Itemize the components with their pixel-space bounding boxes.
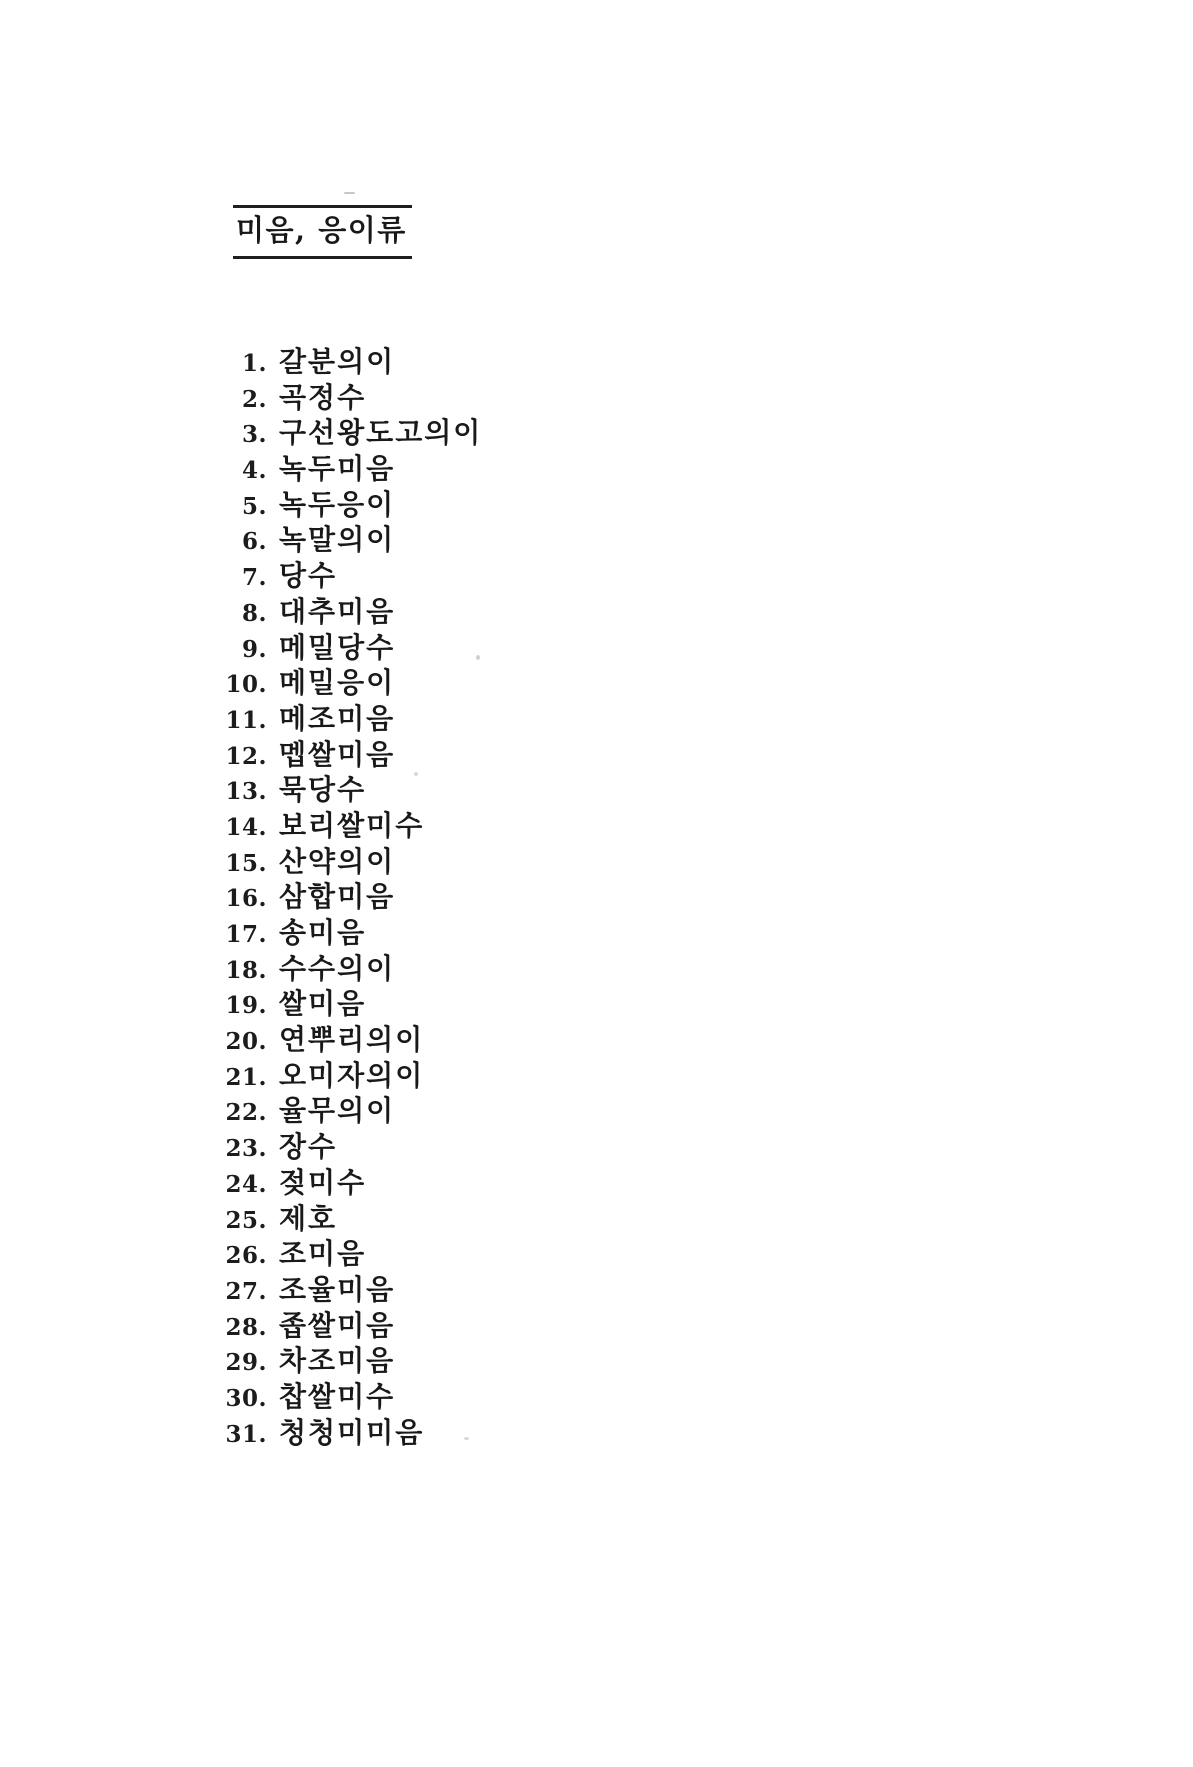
list-item	[205, 1339, 482, 1378]
list-item	[205, 733, 482, 769]
list-item-label: 찹쌀미수	[279, 1379, 396, 1413]
list-item	[205, 447, 482, 486]
list-item-label: 장수	[279, 1130, 338, 1164]
list-item-label: 묵당수	[279, 773, 367, 807]
list-item-label: 녹두응이	[279, 487, 396, 521]
list-item	[205, 768, 482, 807]
section-title-block	[233, 205, 412, 259]
list-item-label: 연뿌리의이	[279, 1023, 425, 1057]
list-item	[205, 875, 482, 914]
list-item-label: 삼합미음	[279, 880, 396, 914]
list-item-number: 1.	[241, 350, 267, 377]
list-item	[205, 1411, 482, 1447]
list-item	[205, 947, 482, 983]
list-item	[205, 982, 482, 1021]
list-item-number: 15.	[225, 849, 267, 877]
list-item-label: 산약의이	[279, 844, 396, 878]
list-item-number: 21.	[225, 1063, 267, 1091]
list-item-number: 10.	[225, 671, 267, 699]
list-item-number: 3.	[241, 421, 267, 449]
scan-speck	[344, 192, 355, 194]
list-item-label: 보리쌀미수	[279, 808, 425, 842]
list-item-number: 17.	[225, 921, 267, 948]
list-item-label: 수수의이	[279, 951, 396, 985]
list-item-label: 대추미음	[279, 594, 396, 628]
list-item	[205, 1089, 482, 1128]
list-item-label: 갈분의이	[279, 345, 396, 378]
list-item-number: 14.	[225, 813, 267, 841]
list-item-number: 23.	[225, 1135, 267, 1163]
list-item	[205, 376, 482, 412]
list-item	[205, 804, 482, 840]
list-item-number: 27.	[225, 1277, 267, 1305]
list-item	[205, 411, 483, 450]
list-item-number: 13.	[225, 778, 267, 806]
list-item-label: 메조미음	[279, 701, 396, 735]
list-item	[205, 911, 482, 947]
list-item-number: 9.	[241, 635, 267, 663]
list-item	[205, 626, 482, 662]
list-item-label: 녹말의이	[279, 523, 396, 557]
list-item-label: 청청미미음	[279, 1415, 425, 1449]
list-item-label: 멥쌀미음	[279, 737, 396, 771]
list-item	[205, 340, 482, 376]
list-item-number: 31.	[225, 1420, 267, 1448]
list-item	[205, 840, 482, 876]
list-item-number: 19.	[225, 992, 267, 1020]
list-item-label: 메밀응이	[279, 666, 396, 700]
list-item-label: 쌀미음	[279, 987, 367, 1021]
list-item	[205, 554, 482, 593]
list-item	[205, 1125, 482, 1164]
list-item-label: 조율미음	[279, 1272, 396, 1306]
list-item-number: 18.	[225, 956, 267, 984]
list-item-label: 당수	[279, 559, 338, 593]
list-item	[205, 1197, 482, 1233]
gruel-list	[205, 340, 483, 1449]
scan-speck	[414, 772, 418, 776]
list-item-label: 곡정수	[279, 380, 367, 414]
list-item-label: 오미자의이	[279, 1058, 425, 1092]
list-item-number: 5.	[241, 492, 267, 520]
list-item-label: 젖미수	[279, 1165, 367, 1199]
list-item	[205, 1375, 482, 1411]
list-item-number: 8.	[241, 599, 267, 627]
list-item-number: 12.	[225, 742, 267, 770]
list-item	[205, 1054, 482, 1090]
list-item	[205, 661, 482, 700]
list-item-label: 구선왕도고의이	[279, 416, 483, 450]
list-item-number: 4.	[241, 457, 267, 485]
list-item	[205, 1161, 482, 1197]
section-title: 미음, 응이류	[236, 213, 407, 247]
list-item-number: 2.	[241, 385, 267, 413]
list-item-label: 제호	[279, 1201, 338, 1235]
list-item	[205, 697, 482, 733]
list-item-label: 녹두미음	[279, 452, 396, 486]
list-item-number: 30.	[225, 1384, 267, 1412]
list-item-label: 조미음	[279, 1237, 367, 1271]
list-item	[205, 1232, 482, 1271]
list-item-label: 좁쌀미음	[279, 1308, 396, 1342]
list-item-number: 11.	[225, 706, 267, 734]
list-item-label: 메밀당수	[279, 630, 396, 664]
list-item-number: 28.	[225, 1313, 267, 1341]
scan-speck	[476, 655, 480, 660]
list-item	[205, 1018, 482, 1057]
list-item-number: 26.	[225, 1242, 267, 1270]
list-item-number: 24.	[225, 1170, 267, 1198]
list-item-label: 차조미음	[279, 1344, 396, 1378]
list-item-number: 29.	[225, 1349, 267, 1377]
list-item	[205, 590, 482, 626]
list-item	[205, 483, 482, 519]
list-item-label: 송미음	[279, 916, 367, 949]
list-item-number: 25.	[225, 1206, 267, 1234]
list-item-number: 16.	[225, 885, 267, 913]
list-item-number: 20.	[225, 1028, 267, 1056]
list-item	[205, 518, 482, 557]
list-item-number: 22.	[225, 1099, 267, 1127]
list-item	[205, 1304, 482, 1340]
list-item-label: 율무의이	[279, 1094, 396, 1128]
list-item	[205, 1268, 482, 1304]
scan-speck	[464, 1437, 469, 1440]
list-item-number: 7.	[241, 564, 267, 592]
list-item-number: 6.	[241, 528, 267, 556]
